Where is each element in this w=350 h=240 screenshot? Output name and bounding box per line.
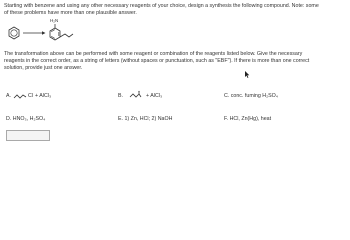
benzene-ring-circle bbox=[11, 30, 17, 36]
reagent-a-letter: A. bbox=[6, 93, 12, 99]
instructions-line-3: solution, provide just one answer. bbox=[4, 65, 83, 71]
reagent-a-catalyst: + AlCl₃ bbox=[35, 93, 52, 99]
instructions-line-1: The transformation above can be performed with some reagent or combination of the reagents listed below. Give the necessary bbox=[4, 51, 303, 57]
instructions-line-2: reagents in the correct order, as a string of letters (without spaces or punctuation, such as "EBF"). If there is more than one correct bbox=[4, 58, 310, 64]
reagent-d-text: D. HNO₃, H₂SO₄ bbox=[6, 116, 46, 122]
amino-group-label: H₂N bbox=[50, 18, 59, 23]
reagent-option-d[interactable] bbox=[6, 116, 45, 123]
reagent-b-letter: B. bbox=[118, 92, 124, 99]
intro-line-1: Starting with benzene and using any other necessary reagents of your choice, design a synthesis the following compound. Note: some bbox=[4, 3, 319, 9]
answer-input[interactable] bbox=[6, 130, 50, 141]
reagent-option-a[interactable] bbox=[6, 93, 51, 100]
reagent-option-b[interactable] bbox=[118, 91, 162, 101]
reaction-scheme bbox=[4, 20, 74, 42]
reaction-scheme-drawing bbox=[4, 20, 74, 42]
propyl-chain-structure bbox=[13, 93, 27, 100]
reagent-c-text: C. conc. fuming H₂SO₄ bbox=[224, 93, 278, 99]
question-instructions bbox=[4, 51, 346, 72]
reagent-option-f[interactable] bbox=[224, 116, 271, 123]
reagent-option-c[interactable] bbox=[224, 93, 278, 100]
question-intro bbox=[4, 3, 346, 17]
reagent-e-text: E. 1) Zn, HCl; 2) NaOH bbox=[118, 116, 173, 122]
target-propyl-chain bbox=[60, 34, 73, 37]
reagent-option-e[interactable] bbox=[118, 116, 172, 123]
reagent-b-catalyst: + AlCl₃ bbox=[146, 92, 163, 99]
reagent-a-chlorine: Cl bbox=[28, 93, 34, 99]
reagent-f-text: F. HCl, Zn(Hg), heat bbox=[224, 116, 272, 122]
mouse-cursor-icon bbox=[245, 71, 250, 78]
intro-line-2: of these problems have more than one plausible answer. bbox=[4, 10, 137, 16]
acyl-chloride-structure bbox=[129, 91, 143, 101]
reaction-arrowhead bbox=[42, 31, 46, 34]
